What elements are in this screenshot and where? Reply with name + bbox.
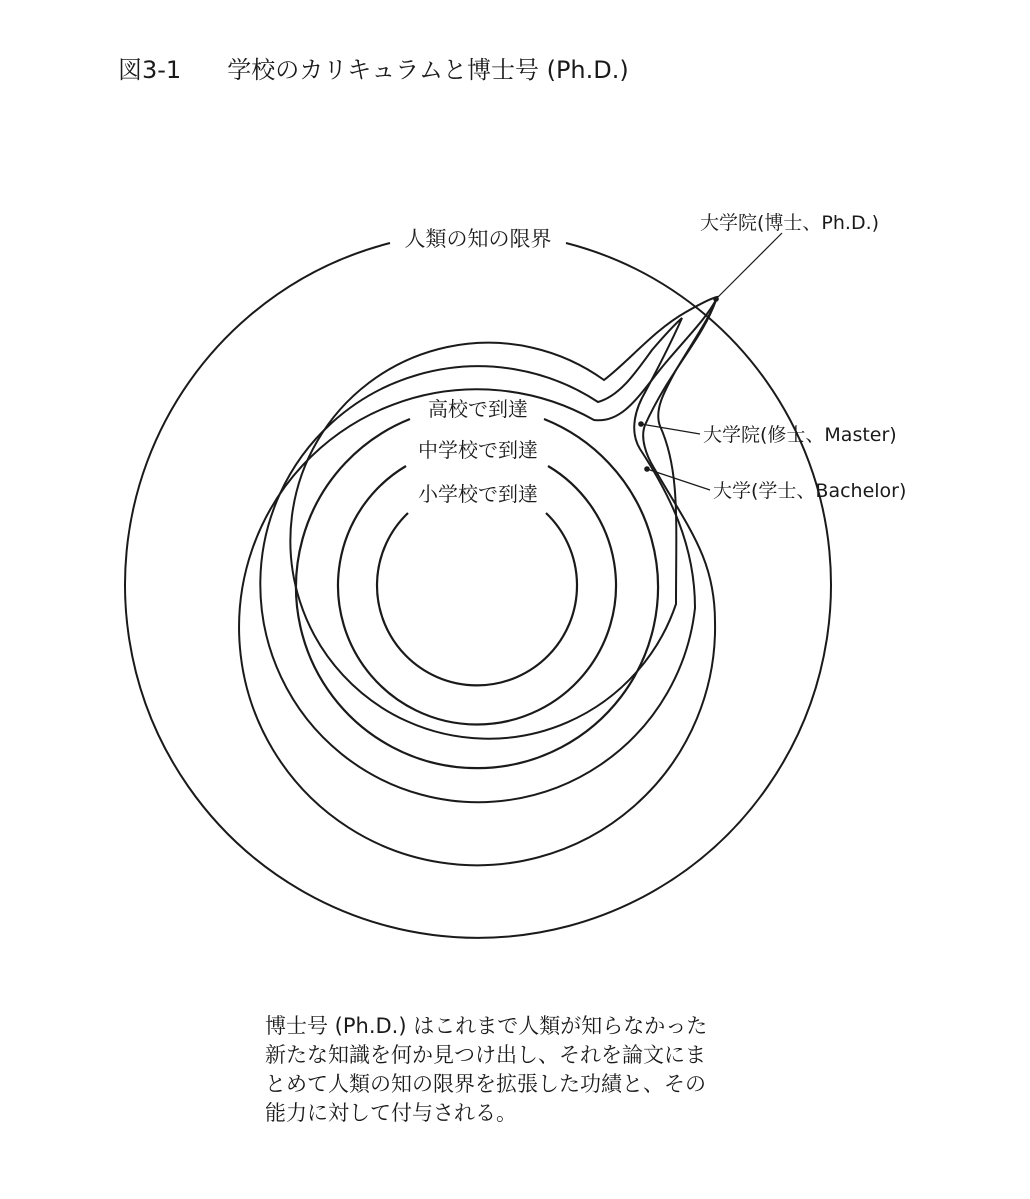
- junior-high-label: 中学校で到達: [418, 438, 538, 462]
- elementary-circle: [377, 513, 577, 685]
- caption-line: 能力に対して付与される。: [265, 1101, 517, 1125]
- bachelor-leader-dot: [644, 466, 650, 472]
- master-shape: [260, 318, 695, 802]
- bachelor-shape: [239, 300, 716, 865]
- high-school-label: 高校で到達: [428, 397, 528, 421]
- high-school-circle: [296, 419, 658, 768]
- caption-line: 新たな知識を何か見つけ出し、それを論文にま: [265, 1043, 706, 1067]
- master-leader: [641, 424, 700, 434]
- bachelor-label: 大学(学士、Bachelor): [713, 480, 907, 502]
- caption-line: とめて人類の知の限界を拡張した功績と、その: [265, 1072, 706, 1096]
- master-leader-dot: [638, 421, 644, 427]
- elementary-label: 小学校で到達: [418, 482, 538, 506]
- bachelor-leader: [647, 469, 710, 490]
- frontier-label: 人類の知の限界: [404, 227, 552, 251]
- phd-leader-dot: [713, 296, 719, 302]
- caption-line: 博士号 (Ph.D.) はこれまで人類が知らなかった: [265, 1014, 708, 1038]
- caption: [265, 1012, 785, 1128]
- phd-leader: [716, 233, 782, 299]
- figure-number: 図3-1: [118, 56, 182, 84]
- master-label: 大学院(修士、Master): [703, 424, 897, 446]
- frontier-circle: [125, 243, 831, 938]
- figure-title-text: 学校のカリキュラムと博士号 (Ph.D.): [227, 56, 629, 84]
- phd-label: 大学院(博士、Ph.D.): [700, 212, 880, 234]
